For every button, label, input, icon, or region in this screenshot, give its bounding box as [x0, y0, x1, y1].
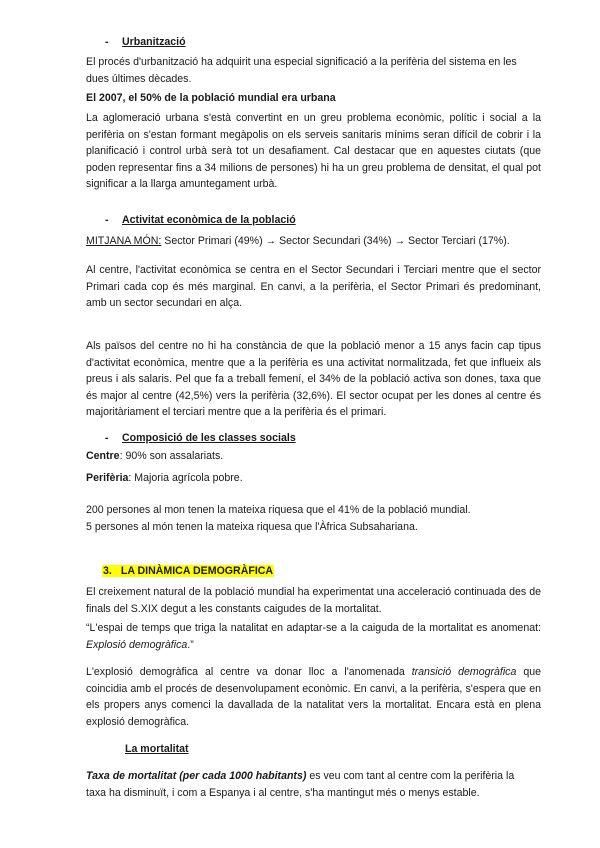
periferia-label: Perifèria: [86, 472, 129, 484]
bold-statement-2007: El 2007, el 50% de la població mundial era urbana: [86, 92, 336, 104]
section-title-dinamica: LA DINÀMICA DEMOGRÀFICA: [113, 565, 274, 577]
heading-activitat-economica: Activitat econòmica de la població: [122, 214, 296, 226]
mitjana-mon-line: [86, 233, 541, 250]
section-number: 3.: [103, 565, 112, 577]
mitjana-mon-sectors: Sector Primari (49%) → Sector Secundari (34%) → Sector Terciari (17%).: [161, 235, 510, 247]
bullet-dash: -: [105, 214, 109, 226]
quote-emphasis: Explosió demogràfica: [86, 638, 188, 651]
centre-text: : 90% son assalariats.: [119, 450, 224, 462]
paragraph-transicio-demografica: [86, 664, 541, 730]
transicio-text-b: que coincidia amb el procés de desenvolupament econòmic. En canvi, a la perifèria, s'espera que en els propers anys comenci la davallada de la natalitat vers la mortalitat. Encara està en plena explosió demogràfica.: [86, 666, 542, 728]
bullet-dash: -: [105, 36, 109, 48]
centre-label: Centre: [86, 450, 120, 462]
line-periferia: [86, 470, 541, 487]
paragraph-activitat-centre-periferia: Al centre, l'activitat econòmica se centra en el Sector Secundari i Terciari mentre que el sector Primari cada cop és més marginal. En canvi, a la perifèria, el Sector Primari és predominant, amb un sector secundari en alça.: [86, 264, 541, 310]
section-heading-dinamica: [102, 563, 274, 579]
transicio-text-a: L'explosió demogràfica al centre va donar lloc a l'anomenada: [86, 666, 412, 678]
heading-classes-socials: Composició de les classes socials: [122, 432, 296, 444]
mitjana-mon-label: MITJANA MÓN:: [86, 235, 162, 247]
quote-explosio-demografica: [86, 620, 541, 653]
subheading-mortalitat: La mortalitat: [125, 743, 189, 755]
quote-text-a: “L'espai de temps que triga la natalitat en adaptar-se a la caiguda de la mortalitat es anomenat:: [86, 622, 541, 634]
bullet-dash: -: [105, 432, 109, 444]
paragraph-urbanitzacio-intro: El procés d'urbanització ha adquirit una especial significació a la perifèria del sistema en les dues últimes dècades.: [86, 56, 517, 85]
taxa-mortalitat-label: Taxa de mortalitat (per cada 1000 habitants): [86, 770, 307, 782]
quote-text-b: .”: [187, 638, 194, 651]
paragraph-aglomeracio-urbana: La aglomeració urbana s'està convertint en un greu problema econòmic, polític i social a la perifèria on s'estan formant megàpolis on els serveis sanitaris mínims seran difícil de cobrir i la planificació i control urbà serà tot un desafiament. Cal destacar que en aquestes ciutats (que poden representar fins a 34 milions de persones) hi ha un greu problema de densitat, el qual pot significar a la llarga amuntegament urbà.: [86, 112, 541, 191]
paragraph-taxa-mortalitat: [86, 768, 516, 801]
line-riquesa-5: 5 persones al món tenen la mateixa riquesa que l'Àfrica Subsahariana.: [86, 521, 418, 533]
line-riquesa-200: 200 persones al mon tenen la mateixa riquesa que el 41% de la població mundial.: [86, 504, 471, 516]
taxa-mortalitat-text: es veu com tant al centre com la perifèria la taxa ha disminuït, i com a Espanya i al centre, s'ha mantingut més o menys estable.: [86, 770, 515, 799]
paragraph-creixement-natural: El creixement natural de la població mundial ha experimentat una acceleració continuada des de finals del S.XIX degut a les constants caigudes de la mortalitat.: [86, 586, 541, 615]
paragraph-treball-infantil-femeni: Als països del centre no hi ha constància de que la població menor a 15 anys facin cap tipus d'activitat econòmica, mentre que a la perifèria es una activitat normalitzada, fet que influeix als preus i als salaris. Pel que fa a treball femení, el 34% de la població activa son dones, taxa que és major al centre (42,5%) vers la perifèria (32,6%). El sector ocupat per les dones al centre és majoritàriament el terciari mentre que a la perifèria és el primari.: [86, 340, 541, 419]
transicio-emphasis: transició demogràfica: [411, 666, 517, 678]
heading-urbanitzacio: Urbanització: [122, 36, 186, 48]
line-centre: [86, 448, 541, 465]
periferia-text: : Majoria agrícola pobre.: [128, 472, 243, 484]
